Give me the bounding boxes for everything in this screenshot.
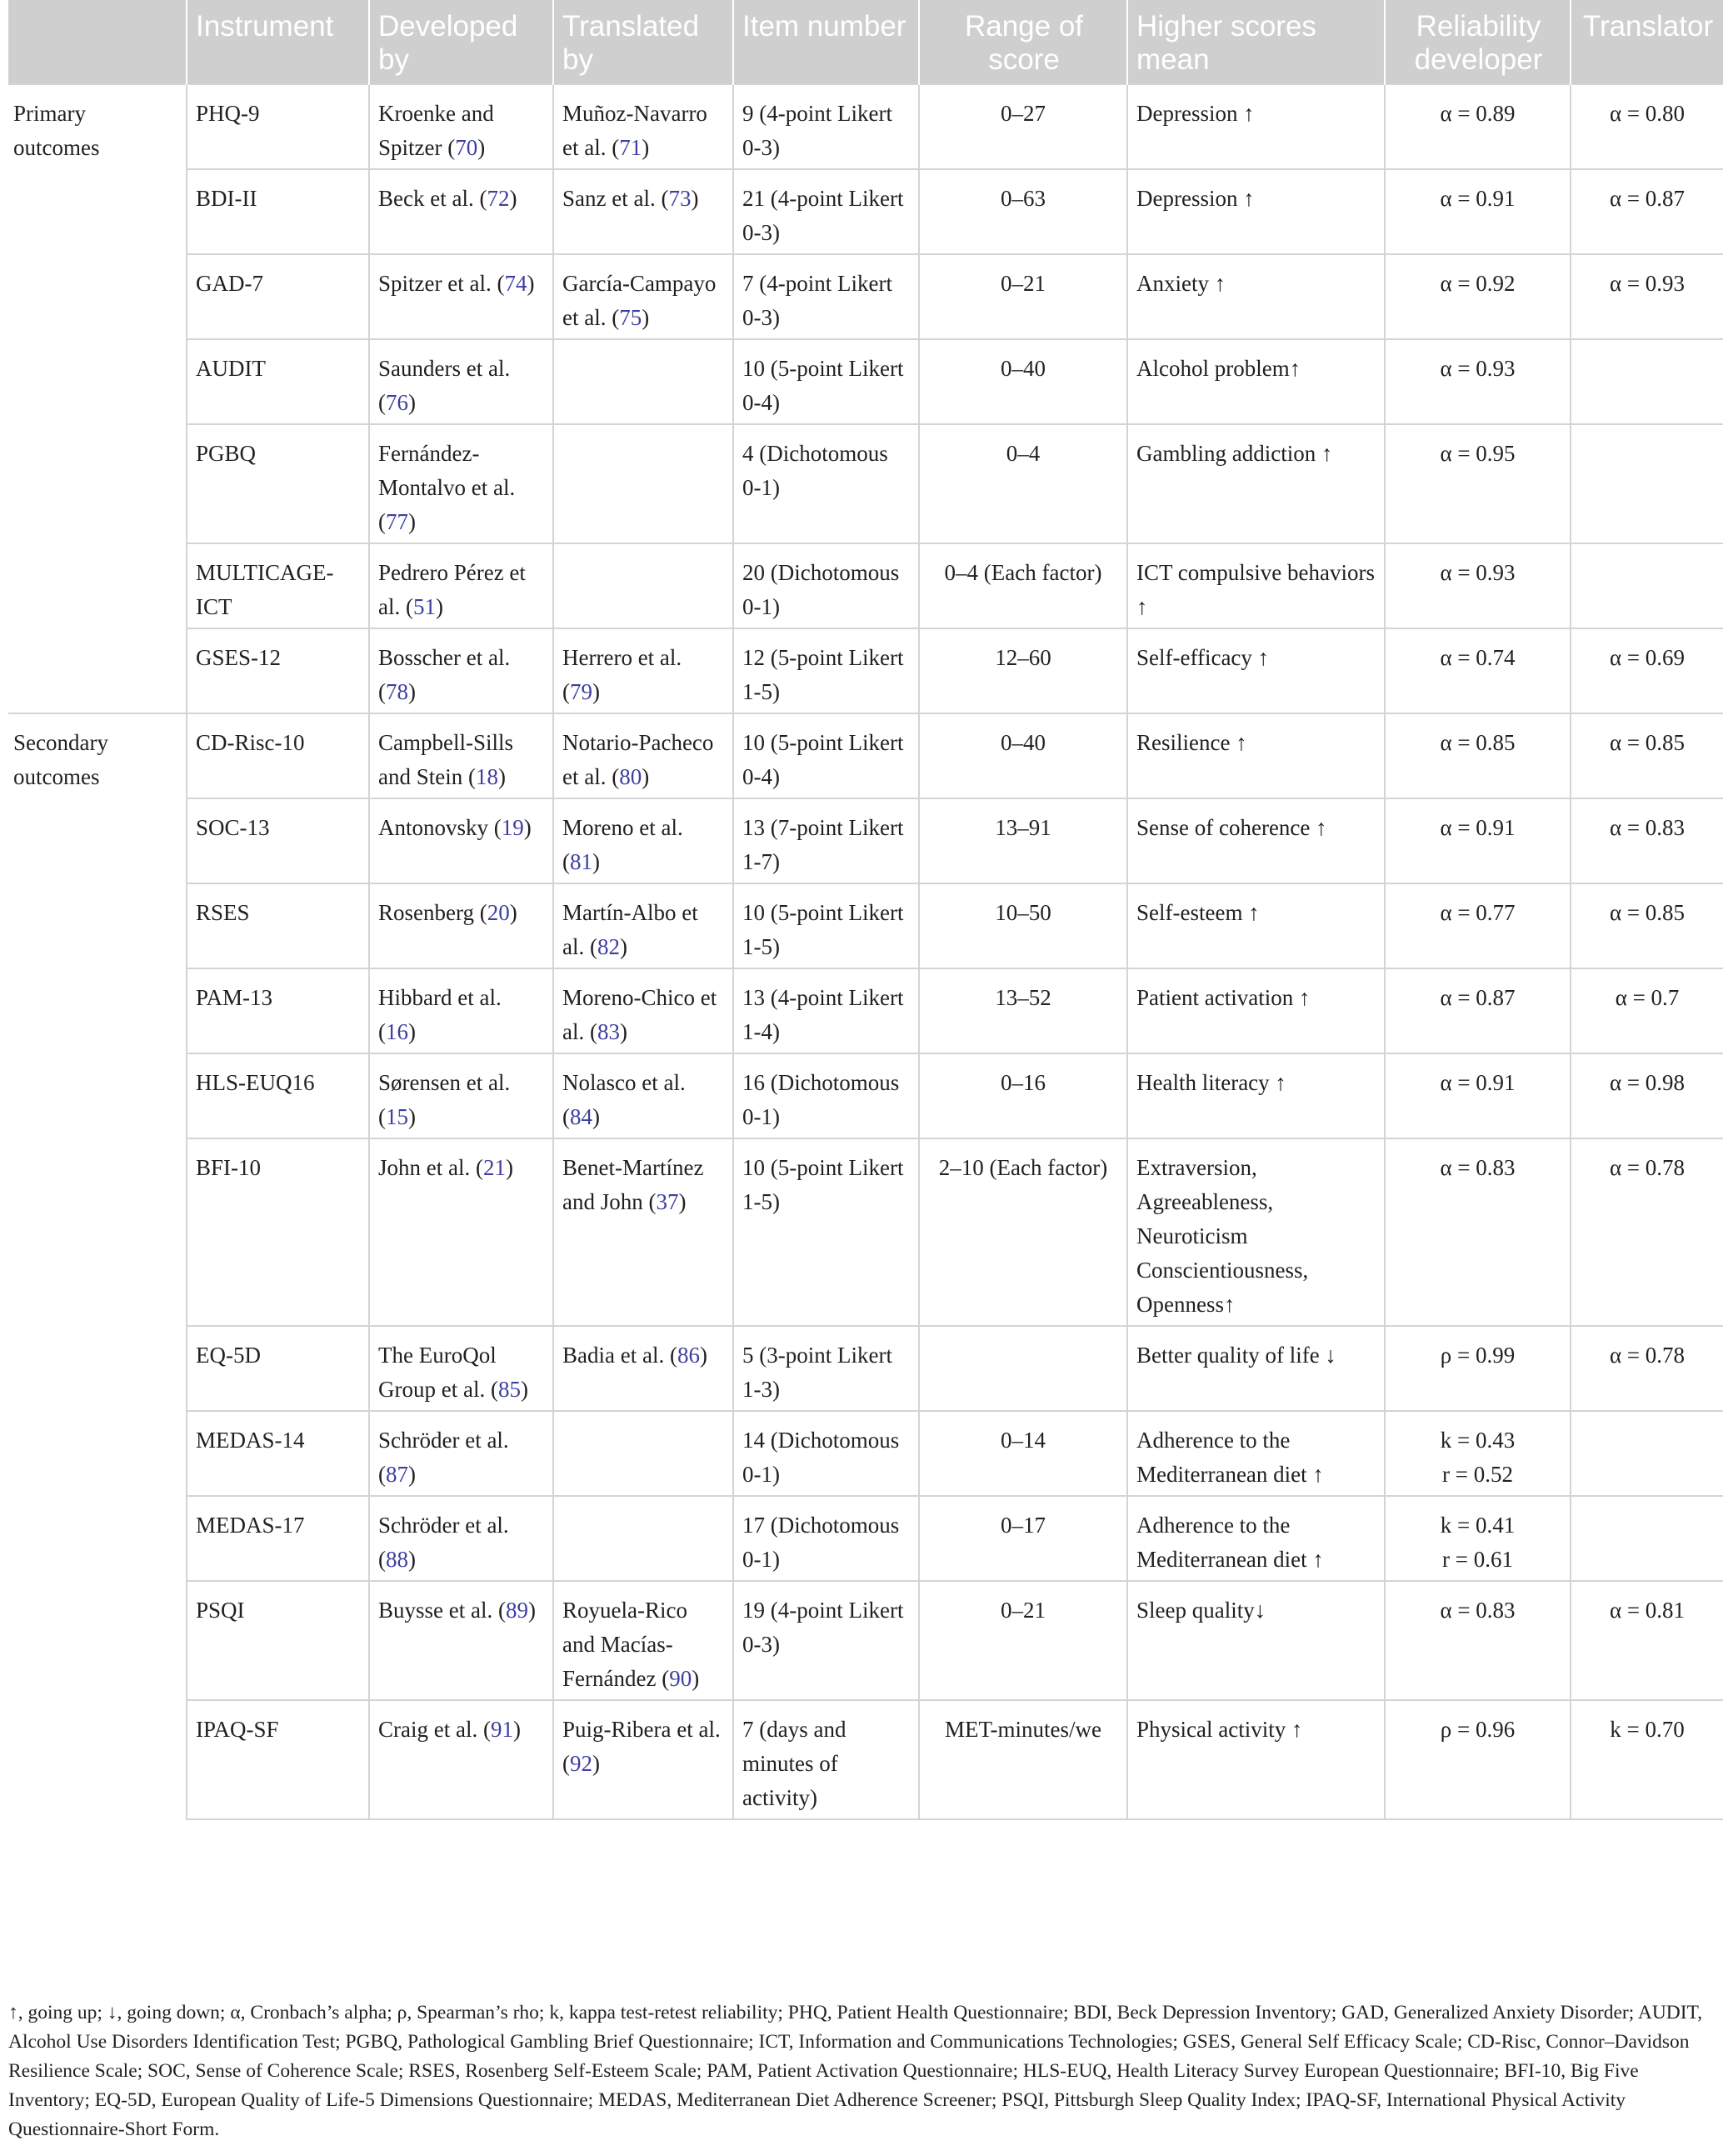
cell-translated-by: Herrero et al. (79) [553, 628, 733, 713]
cell-item-number: 19 (4-point Likert 0-3) [733, 1581, 919, 1700]
cell-text: Antonovsky [378, 815, 489, 840]
cell-text: García-Campayo et al. [562, 271, 717, 330]
reference-link[interactable]: 87 [386, 1462, 408, 1487]
cell-text: Muñoz-Navarro et al. [562, 101, 707, 160]
cell-instrument: AUDIT [187, 339, 369, 424]
cell-instrument: MEDAS-14 [187, 1411, 369, 1496]
cell-text: Sanz et al. [562, 186, 656, 211]
cell-reliability-developer [1385, 628, 1571, 713]
table-row [8, 883, 1723, 968]
reference-link[interactable]: 79 [570, 679, 592, 704]
cell-reliability-developer [1385, 713, 1571, 798]
cell-range: 0–40 [919, 713, 1127, 798]
table-row [8, 339, 1723, 424]
reference-link[interactable]: 71 [619, 135, 642, 160]
reference-link[interactable]: 18 [476, 764, 498, 789]
cell-instrument: CD-Risc-10 [187, 713, 369, 798]
reference-link[interactable]: 82 [597, 934, 620, 959]
cell-reliability-developer [1385, 254, 1571, 339]
cell-instrument: BFI-10 [187, 1138, 369, 1326]
cell-developed-by: Buysse et al. (89) [369, 1581, 553, 1700]
reference-link[interactable]: 77 [386, 509, 408, 534]
cell-item-number: 17 (Dichotomous 0-1) [733, 1496, 919, 1581]
cell-translated-by: Notario-Pacheco et al. (80) [553, 713, 733, 798]
cell-translated-by [553, 1411, 733, 1496]
table-row [8, 1138, 1723, 1326]
cell-developed-by: Kroenke and Spitzer (70) [369, 84, 553, 169]
cell-translated-by [553, 339, 733, 424]
cell-reliability-developer [1385, 798, 1571, 883]
cell-developed-by: Sørensen et al. (15) [369, 1053, 553, 1138]
cell-instrument: PAM-13 [187, 968, 369, 1053]
cell-translated-by: Nolasco et al. (84) [553, 1053, 733, 1138]
cell-range: 0–14 [919, 1411, 1127, 1496]
table-row [8, 424, 1723, 543]
cell-text: Kroenke and Spitzer [378, 101, 494, 160]
cell-developed-by: Spitzer et al. (74) [369, 254, 553, 339]
cell-range: 2–10 (Each factor) [919, 1138, 1127, 1326]
cell-item-number: 10 (5-point Likert 0-4) [733, 713, 919, 798]
cell-text: Beck et al. [378, 186, 474, 211]
reference-link[interactable]: 51 [413, 594, 436, 619]
cell-translator-reliability: α = 0.7 [1571, 968, 1723, 1053]
reliability-value: α = 0.83 [1440, 1598, 1516, 1623]
cell-translator-reliability: α = 0.80 [1571, 84, 1723, 169]
cell-translated-by: Sanz et al. (73) [553, 169, 733, 254]
cell-text: Moreno et al. [562, 815, 683, 840]
reference-link[interactable]: 86 [677, 1343, 700, 1368]
cell-range: 0–40 [919, 339, 1127, 424]
table-row [8, 968, 1723, 1053]
cell-translator-reliability: α = 0.98 [1571, 1053, 1723, 1138]
cell-range: 13–91 [919, 798, 1127, 883]
reference-link[interactable]: 73 [668, 186, 692, 211]
cell-text: Spitzer et al. [378, 271, 492, 296]
cell-reliability-developer [1385, 169, 1571, 254]
header-developed-by: Developed by [369, 0, 553, 84]
table-row [8, 169, 1723, 254]
cell-higher-scores: Depression ↑ [1127, 84, 1385, 169]
reliability-value: ρ = 0.96 [1440, 1717, 1516, 1742]
cell-translated-by: Puig-Ribera et al. (92) [553, 1700, 733, 1819]
cell-translator-reliability: α = 0.93 [1571, 254, 1723, 339]
reliability-value: α = 0.77 [1440, 900, 1516, 925]
cell-higher-scores: Self-esteem ↑ [1127, 883, 1385, 968]
cell-translator-reliability: α = 0.85 [1571, 883, 1723, 968]
cell-range: 0–21 [919, 1581, 1127, 1700]
cell-text: Herrero et al. [562, 645, 682, 670]
table-row [8, 798, 1723, 883]
cell-item-number: 13 (4-point Likert 1-4) [733, 968, 919, 1053]
reliability-value: ρ = 0.99 [1440, 1343, 1516, 1368]
cell-translated-by [553, 424, 733, 543]
cell-instrument: RSES [187, 883, 369, 968]
cell-range: 0–16 [919, 1053, 1127, 1138]
cell-range: 0–63 [919, 169, 1127, 254]
table-row [8, 1700, 1723, 1819]
cell-item-number: 10 (5-point Likert 1-5) [733, 1138, 919, 1326]
cell-developed-by: The EuroQol Group et al. (85) [369, 1326, 553, 1411]
cell-reliability-developer [1385, 84, 1571, 169]
cell-translator-reliability [1571, 339, 1723, 424]
cell-text: Benet-Martínez and John [562, 1155, 704, 1214]
cell-text: Notario-Pacheco et al. [562, 730, 714, 789]
cell-range: 0–27 [919, 84, 1127, 169]
cell-translator-reliability: α = 0.78 [1571, 1326, 1723, 1411]
cell-item-number: 20 (Dichotomous 0-1) [733, 543, 919, 628]
cell-translator-reliability [1571, 543, 1723, 628]
cell-higher-scores: Physical activity ↑ [1127, 1700, 1385, 1819]
cell-translator-reliability [1571, 1496, 1723, 1581]
cell-instrument: MEDAS-17 [187, 1496, 369, 1581]
cell-range: 0–17 [919, 1496, 1127, 1581]
instruments-table [8, 0, 1723, 1820]
cell-range: 10–50 [919, 883, 1127, 968]
cell-text: John et al. [378, 1155, 471, 1180]
cell-higher-scores: Alcohol problem↑ [1127, 339, 1385, 424]
reliability-value: α = 0.85 [1440, 730, 1516, 755]
table-row [8, 1326, 1723, 1411]
cell-higher-scores: Depression ↑ [1127, 169, 1385, 254]
reference-link[interactable]: 21 [482, 1155, 506, 1180]
cell-text: The EuroQol Group et al. [378, 1343, 497, 1402]
cell-instrument: PHQ-9 [187, 84, 369, 169]
reliability-value-2: r = 0.61 [1442, 1547, 1513, 1572]
footnote-text: ↑, going up; ↓, going down; α, Cronbach’s alpha; ρ, Spearman’s rho; k, kappa test-retest reliability; PHQ, Patient Health Questionnaire; BDI, Beck Depression Inventory; GAD, Generalized Anxiety Disorder; AUDIT, Alcohol Use Disorders Identification Test; PGBQ, Pathological Gambling Brief Questionnaire; ICT, Information and Communications Technologies; GSES, General Self Efficacy Scale; CD-Risc, Connor–Davidson Resilience Scale; SOC, Sense of Coherence Scale; RSES, Rosenberg Self-Esteem Scale; PAM, Patient Activation Questionnaire; HLS-EUQ, Health Literacy Survey European Questionnaire; BFI-10, Big Five Inventory; EQ-5D, European Quality of Life-5 Dimensions Questionnaire; MEDAS, Mediterranean Diet Adherence Screener; PSQI, Pittsburgh Sleep Quality Index; IPAQ-SF, International Physical Activity Questionnaire-Short Form. [8, 2002, 1703, 2140]
cell-developed-by: Pedrero Pérez et al. (51) [369, 543, 553, 628]
cell-item-number: 7 (days and minutes of activity) [733, 1700, 919, 1819]
cell-text: Buysse et al. [378, 1598, 493, 1623]
cell-instrument: BDI-II [187, 169, 369, 254]
cell-developed-by: Rosenberg (20) [369, 883, 553, 968]
cell-translated-by [553, 1496, 733, 1581]
reference-link[interactable]: 70 [455, 135, 478, 160]
reference-link[interactable]: 88 [386, 1547, 408, 1572]
cell-translator-reliability: α = 0.78 [1571, 1138, 1723, 1326]
cell-text: Hibbard et al. [378, 985, 502, 1010]
cell-reliability-developer [1385, 1411, 1571, 1496]
reliability-value-2: r = 0.52 [1442, 1462, 1513, 1487]
cell-text: Craig et al. [378, 1717, 478, 1742]
cell-text: Pedrero Pérez et al. [378, 560, 526, 619]
reference-link[interactable]: 16 [386, 1019, 408, 1044]
table-row [8, 628, 1723, 713]
cell-higher-scores: Resilience ↑ [1127, 713, 1385, 798]
cell-instrument: PSQI [187, 1581, 369, 1700]
cell-text: Schröder et al. [378, 1428, 509, 1453]
cell-item-number: 10 (5-point Likert 0-4) [733, 339, 919, 424]
cell-item-number: 10 (5-point Likert 1-5) [733, 883, 919, 968]
cell-developed-by: John et al. (21) [369, 1138, 553, 1326]
header-higher-scores: Higher scores mean [1127, 0, 1385, 84]
reliability-value: k = 0.43 [1440, 1428, 1516, 1453]
cell-text: Saunders et al. [378, 356, 511, 381]
cell-developed-by: Antonovsky (19) [369, 798, 553, 883]
cell-reliability-developer [1385, 883, 1571, 968]
cell-translated-by: Martín-Albo et al. (82) [553, 883, 733, 968]
cell-reliability-developer [1385, 1326, 1571, 1411]
cell-higher-scores: Health literacy ↑ [1127, 1053, 1385, 1138]
cell-translated-by: Moreno et al. (81) [553, 798, 733, 883]
cell-text: Bosscher et al. [378, 645, 511, 670]
cell-developed-by: Bosscher et al. (78) [369, 628, 553, 713]
cell-higher-scores: Better quality of life ↓ [1127, 1326, 1385, 1411]
cell-range: 0–4 [919, 424, 1127, 543]
reliability-value: α = 0.93 [1440, 356, 1516, 381]
cell-reliability-developer [1385, 1138, 1571, 1326]
header-instrument: Instrument [187, 0, 369, 84]
cell-translated-by: Muñoz-Navarro et al. (71) [553, 84, 733, 169]
reference-link[interactable]: 76 [386, 390, 408, 415]
reference-link[interactable]: 19 [501, 815, 524, 840]
cell-text: Royuela-Rico and Macías-Fernández [562, 1598, 687, 1691]
cell-item-number: 14 (Dichotomous 0-1) [733, 1411, 919, 1496]
header-group [8, 0, 187, 84]
cell-reliability-developer [1385, 1496, 1571, 1581]
cell-instrument: GSES-12 [187, 628, 369, 713]
cell-instrument: PGBQ [187, 424, 369, 543]
cell-developed-by: Hibbard et al. (16) [369, 968, 553, 1053]
cell-instrument: EQ-5D [187, 1326, 369, 1411]
cell-reliability-developer [1385, 424, 1571, 543]
reference-link[interactable]: 37 [656, 1189, 679, 1214]
table-row [8, 1581, 1723, 1700]
header-range: Range of score [919, 0, 1127, 84]
cell-reliability-developer [1385, 1053, 1571, 1138]
header-translator: Translator [1571, 0, 1723, 84]
header-reliability-developer: Reliability developer [1385, 0, 1571, 84]
cell-instrument: IPAQ-SF [187, 1700, 369, 1819]
cell-reliability-developer [1385, 1700, 1571, 1819]
reference-link[interactable]: 92 [570, 1751, 592, 1776]
cell-range: 12–60 [919, 628, 1127, 713]
reference-link[interactable]: 78 [386, 679, 408, 704]
reliability-value: α = 0.91 [1440, 186, 1516, 211]
cell-item-number: 5 (3-point Likert 1-3) [733, 1326, 919, 1411]
cell-text: Sørensen et al. [378, 1070, 511, 1095]
cell-higher-scores: Self-efficacy ↑ [1127, 628, 1385, 713]
reference-link[interactable]: 20 [487, 900, 510, 925]
cell-developed-by: Campbell-Sills and Stein (18) [369, 713, 553, 798]
reliability-value: α = 0.92 [1440, 271, 1516, 296]
cell-higher-scores: Extraversion, Agreeableness, Neuroticism Conscientiousness, Openness↑ [1127, 1138, 1385, 1326]
cell-developed-by: Saunders et al. (76) [369, 339, 553, 424]
cell-item-number: 13 (7-point Likert 1-7) [733, 798, 919, 883]
table-row [8, 1496, 1723, 1581]
cell-range: MET-minutes/we [919, 1700, 1127, 1819]
reliability-value: k = 0.41 [1440, 1513, 1516, 1538]
cell-higher-scores: Patient activation ↑ [1127, 968, 1385, 1053]
cell-higher-scores: Gambling addiction ↑ [1127, 424, 1385, 543]
cell-reliability-developer [1385, 339, 1571, 424]
cell-range: 0–21 [919, 254, 1127, 339]
cell-translated-by: García-Campayo et al. (75) [553, 254, 733, 339]
reference-link[interactable]: 89 [505, 1598, 528, 1623]
reliability-value: α = 0.91 [1440, 1070, 1516, 1095]
reference-link[interactable]: 83 [597, 1019, 620, 1044]
cell-item-number: 4 (Dichotomous 0-1) [733, 424, 919, 543]
cell-instrument: HLS-EUQ16 [187, 1053, 369, 1138]
cell-translator-reliability: k = 0.70 [1571, 1700, 1723, 1819]
cell-higher-scores: Sleep quality↓ [1127, 1581, 1385, 1700]
cell-higher-scores: ICT compulsive behaviors ↑ [1127, 543, 1385, 628]
cell-developed-by: Schröder et al. (88) [369, 1496, 553, 1581]
cell-text: Badia et al. [562, 1343, 665, 1368]
cell-range: 13–52 [919, 968, 1127, 1053]
cell-translated-by: Badia et al. (86) [553, 1326, 733, 1411]
reliability-value: α = 0.74 [1440, 645, 1516, 670]
cell-translator-reliability: α = 0.83 [1571, 798, 1723, 883]
cell-range: 0–4 (Each factor) [919, 543, 1127, 628]
cell-reliability-developer [1385, 968, 1571, 1053]
table-footnote [8, 1998, 1721, 2144]
reference-link[interactable]: 80 [619, 764, 642, 789]
cell-text: Nolasco et al. [562, 1070, 686, 1095]
cell-higher-scores: Adherence to the Mediterranean diet ↑ [1127, 1496, 1385, 1581]
table-header-row [8, 0, 1723, 84]
cell-reliability-developer [1385, 543, 1571, 628]
cell-translated-by: Moreno-Chico et al. (83) [553, 968, 733, 1053]
reference-link[interactable]: 85 [497, 1377, 521, 1402]
reliability-value: α = 0.93 [1440, 560, 1516, 585]
table-row [8, 1411, 1723, 1496]
cell-developed-by: Schröder et al. (87) [369, 1411, 553, 1496]
cell-higher-scores: Anxiety ↑ [1127, 254, 1385, 339]
reliability-value: α = 0.83 [1440, 1155, 1516, 1180]
cell-translated-by: Benet-Martínez and John (37) [553, 1138, 733, 1326]
cell-text: Rosenberg [378, 900, 474, 925]
cell-text: Martín-Albo et al. [562, 900, 698, 959]
group-label: Secondary outcomes [8, 713, 187, 1819]
group-label: Primary outcomes [8, 84, 187, 713]
reliability-value: α = 0.95 [1440, 441, 1516, 466]
cell-instrument: SOC-13 [187, 798, 369, 883]
cell-reliability-developer [1385, 1581, 1571, 1700]
cell-item-number: 12 (5-point Likert 1-5) [733, 628, 919, 713]
cell-developed-by: Craig et al. (91) [369, 1700, 553, 1819]
table-row [8, 1053, 1723, 1138]
cell-text: Schröder et al. [378, 1513, 509, 1538]
table-body [8, 84, 1723, 1819]
reliability-value: α = 0.91 [1440, 815, 1516, 840]
cell-text: Fernández-Montalvo et al. [378, 441, 516, 500]
reliability-value: α = 0.89 [1440, 101, 1516, 126]
cell-higher-scores: Sense of coherence ↑ [1127, 798, 1385, 883]
reference-link[interactable]: 72 [487, 186, 510, 211]
reference-link[interactable]: 81 [570, 849, 592, 874]
cell-translator-reliability: α = 0.69 [1571, 628, 1723, 713]
cell-item-number: 9 (4-point Likert 0-3) [733, 84, 919, 169]
cell-instrument: GAD-7 [187, 254, 369, 339]
reference-link[interactable]: 15 [386, 1104, 408, 1129]
cell-text: Puig-Ribera et al. [562, 1717, 721, 1742]
cell-translated-by [553, 543, 733, 628]
reliability-value: α = 0.87 [1440, 985, 1516, 1010]
table-row [8, 84, 1723, 169]
table-row [8, 543, 1723, 628]
cell-developed-by: Fernández-Montalvo et al. (77) [369, 424, 553, 543]
cell-item-number: 7 (4-point Likert 0-3) [733, 254, 919, 339]
cell-translator-reliability: α = 0.81 [1571, 1581, 1723, 1700]
cell-translated-by: Royuela-Rico and Macías-Fernández (90) [553, 1581, 733, 1700]
header-translated-by: Translated by [553, 0, 733, 84]
reference-link[interactable]: 75 [619, 305, 642, 330]
cell-higher-scores: Adherence to the Mediterranean diet ↑ [1127, 1411, 1385, 1496]
cell-translator-reliability: α = 0.85 [1571, 713, 1723, 798]
cell-text: Moreno-Chico et al. [562, 985, 717, 1044]
cell-item-number: 16 (Dichotomous 0-1) [733, 1053, 919, 1138]
cell-range [919, 1326, 1127, 1411]
header-item-number: Item number [733, 0, 919, 84]
cell-translator-reliability [1571, 1411, 1723, 1496]
table-row [8, 713, 1723, 798]
cell-instrument: MULTICAGE-ICT [187, 543, 369, 628]
cell-item-number: 21 (4-point Likert 0-3) [733, 169, 919, 254]
reference-link[interactable]: 91 [490, 1717, 513, 1742]
table-row [8, 254, 1723, 339]
cell-text: Campbell-Sills and Stein [378, 730, 513, 789]
reference-link[interactable]: 90 [669, 1666, 692, 1691]
reference-link[interactable]: 84 [570, 1104, 592, 1129]
cell-developed-by: Beck et al. (72) [369, 169, 553, 254]
cell-translator-reliability: α = 0.87 [1571, 169, 1723, 254]
reference-link[interactable]: 74 [504, 271, 527, 296]
cell-translator-reliability [1571, 424, 1723, 543]
